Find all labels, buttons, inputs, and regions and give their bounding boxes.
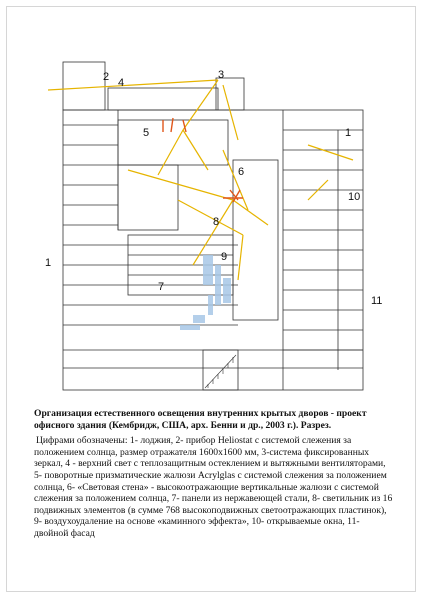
heliostat-tower [63, 62, 105, 110]
atrium-right [233, 160, 278, 320]
figure-caption [34, 408, 394, 540]
label-6: 6 [238, 166, 245, 178]
light-arrows [163, 118, 243, 202]
label-9: 9 [221, 251, 228, 263]
label-10: 10 [348, 191, 361, 203]
atrium-left [118, 165, 178, 230]
label-4: 4 [118, 77, 125, 89]
right-floors [283, 110, 363, 390]
label-8: 8 [213, 216, 220, 228]
light-patches [180, 255, 231, 330]
building-section-drawing [8, 50, 418, 405]
caption-title: Организация естественного освещения внутренних крытых дворов - проект офисного здания (Кембридж, США, арх. Бенни и др., 2003 г.). Разрез. [34, 408, 367, 431]
label-1-right: 1 [345, 127, 352, 139]
label-3: 3 [218, 69, 225, 81]
label-2: 2 [103, 71, 110, 83]
stair-steps [205, 355, 236, 388]
mirror-block [216, 78, 244, 110]
rooflight [108, 88, 218, 110]
label-5: 5 [143, 127, 150, 139]
caption-body: Цифрами обозначены: 1- лоджия, 2- прибор Heliostat с системой слежения за положением солнца, размер отражателя 1600х1600 мм, 3-система фиксированных зеркал, 4 - верхний свет с теплозащитным остеклением и вытяжными вентиляторами, 5- поворотные призматические жалюзи Acrylglas с системой слежения за положением солнца, 6- «Световая стена» - высокоотражающие вертикальные жалюзи с системой слежения за положением солнца, 7- панели из нержавеющей стали, 8- светильник из 16 подвижных элементов (в сумме 768 высокоподвижных светоотражающих пластинок), 9- воздухоудаление на основе «каминного эффекта», 10- открываемые окна, 11- двойной фасад [34, 435, 393, 539]
upper-floor-block [118, 120, 228, 165]
label-7: 7 [158, 281, 165, 293]
label-11: 11 [371, 295, 383, 307]
label-1-left: 1 [45, 257, 52, 269]
